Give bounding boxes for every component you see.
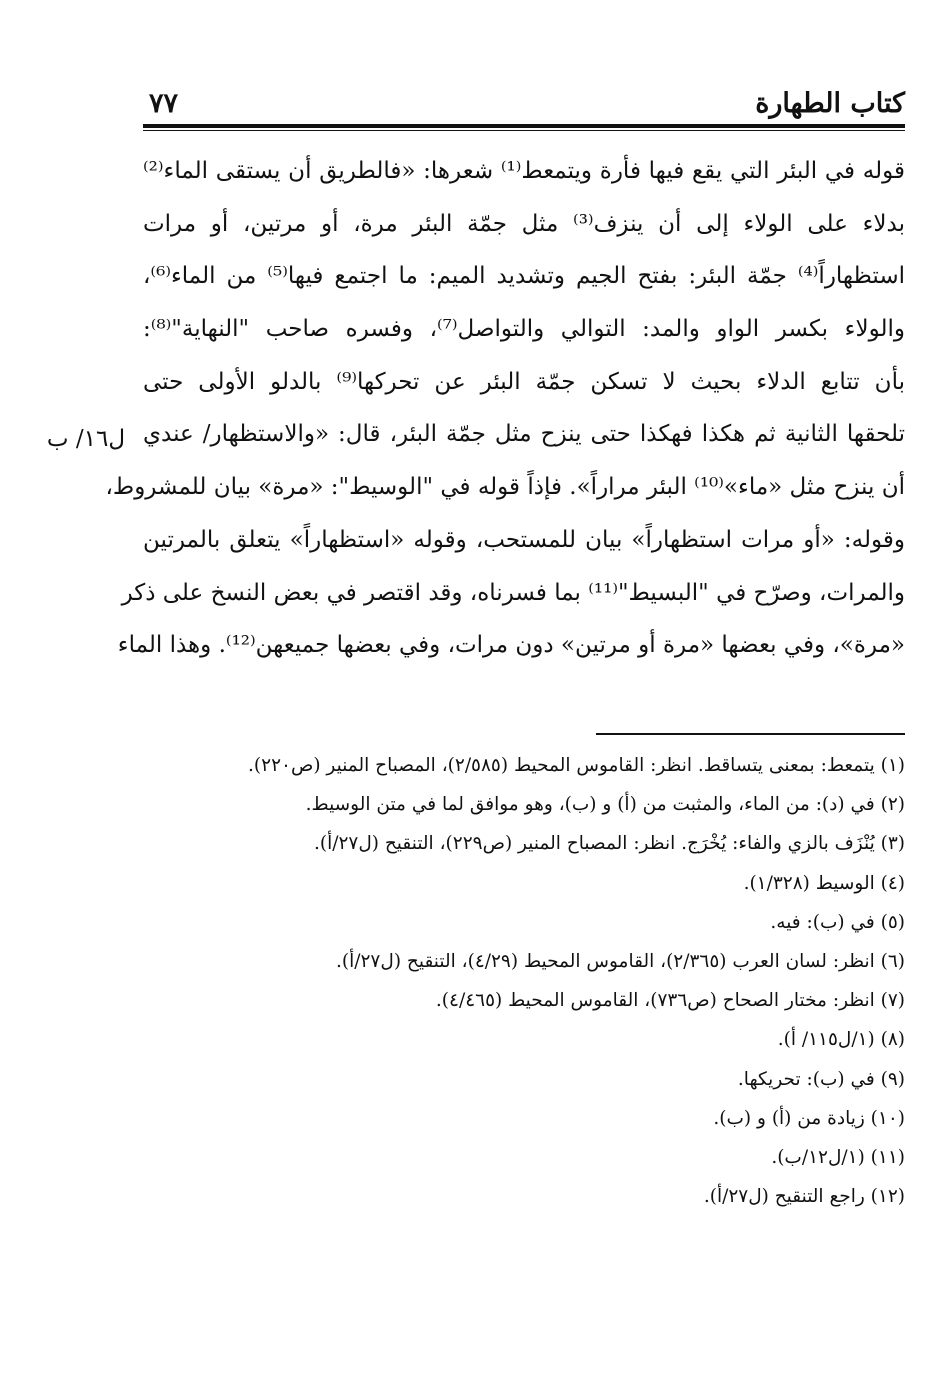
footnote: (٧) انظر: مختار الصحاح (ص٧٣٦)، القاموس المحيط (٤/٤٦٥). xyxy=(435,990,905,1012)
text-line: والمرات، وصرّح في "البسيط"⁽¹¹⁾ بما فسرناه، وقد اقتصر في بعض النسخ على ذكر xyxy=(121,579,905,606)
footnote: (١٢) راجع التنقيح (ل٢٧/أ). xyxy=(703,1186,905,1208)
footnote: (٤) الوسيط (١/٣٢٨). xyxy=(743,872,905,894)
footnote: (٨) (١/ل١١٥/ أ). xyxy=(777,1029,905,1051)
header-rule-thin xyxy=(143,130,905,131)
footnote: (١) يتمعط: بمعنى يتساقط. انظر: القاموس المحيط (٢/٥٨٥)، المصباح المنير (ص٢٢٠). xyxy=(248,755,905,776)
running-header xyxy=(143,84,905,124)
page-number: ٧٧ xyxy=(149,88,179,119)
manuscript-folio-note: ل١٦/ ب xyxy=(46,426,126,452)
footnote: (٣) يُنْزَف بالزي والفاء: يُخْرَج. انظر: المصباح المنير (ص٢٢٩)، التنقيح (ل٢٧/أ). xyxy=(313,833,905,855)
text-line: بدلاء على الولاء إلى أن ينزف⁽³⁾ مثل جمّة البئر مرة، أو مرتين، أو مرات xyxy=(143,210,905,237)
text-line: وقوله: «أو مرات استظهاراً» بيان للمستحب، وقوله «استظهاراً» يتعلق بالمرتين xyxy=(143,526,905,553)
text-line: قوله في البئر التي يقع فيها فأرة ويتمعط⁽¹⁾ شعرها: «فالطريق أن يستقى الماء⁽²⁾ xyxy=(143,158,906,184)
text-line: تلحقها الثانية ثم هكذا فهكذا حتى ينزح مثل جمّة البئر، قال: «والاستظهار/ عندي xyxy=(143,421,905,448)
text-line: بأن تتابع الدلاء بحيث لا تسكن جمّة البئر عن تحركها⁽⁹⁾ بالدلو الأولى حتى xyxy=(143,368,905,395)
chapter-title: كتاب الطهارة xyxy=(755,88,905,119)
footnote: (١١) (١/ل١٢/ب). xyxy=(771,1146,905,1168)
footnote: (٥) في (ب): فيه. xyxy=(770,911,905,933)
text-line: استظهاراً⁽⁴⁾ جمّة البئر: بفتح الجيم وتشديد الميم: ما اجتمع فيها⁽⁵⁾ من الماء⁽⁶⁾، xyxy=(143,263,906,290)
text-line: والولاء بكسر الواو والمد: التوالي والتواصل⁽⁷⁾، وفسره صاحب "النهاية"⁽⁸⁾: xyxy=(143,316,905,343)
header-rule-thick xyxy=(143,124,905,128)
footnote-separator xyxy=(596,733,905,735)
footnote: (١٠) زيادة من (أ) و (ب). xyxy=(713,1107,905,1129)
footnote: (٩) في (ب): تحريكها. xyxy=(737,1068,905,1090)
footnote: (٢) في (د): من الماء، والمثبت من (أ) و (ب)، وهو موافق لما في متن الوسيط. xyxy=(305,794,905,816)
footnote: (٦) انظر: لسان العرب (٢/٣٦٥)، القاموس المحيط (٤/٢٩)، التنقيح (ل٢٧/أ). xyxy=(336,950,905,972)
main-text xyxy=(105,145,906,672)
text-line: أن ينزح مثل «ماء»⁽¹⁰⁾ البئر مراراً». فإذاً قوله في "الوسيط": «مرة» بيان للمشروط، xyxy=(105,474,905,501)
footnotes xyxy=(143,746,905,1216)
text-line: «مرة»، وفي بعضها «مرة أو مرتين» دون مرات، وفي بعضها جميعهن⁽¹²⁾. وهذا الماء xyxy=(117,632,905,659)
